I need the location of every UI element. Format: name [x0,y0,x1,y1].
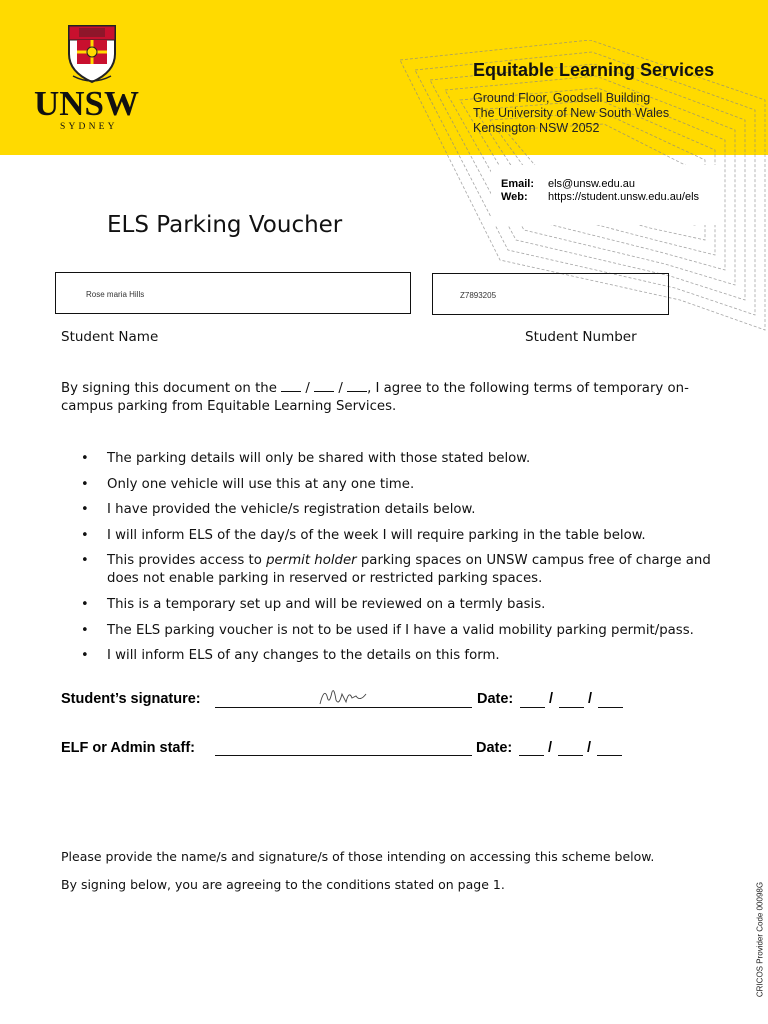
email-link[interactable]: els@unsw.edu.au [548,178,636,190]
unsw-logo [34,20,150,135]
term-item-permit [81,552,721,588]
date-slash: / [549,691,554,707]
term-item: • I will inform ELS of any changes to the details on this form. [81,647,721,665]
date-day-blank[interactable] [281,381,301,392]
footer-agreement: By signing below, you are agreeing to the conditions stated on page 1. [61,877,505,892]
web-label: Web: [501,191,528,203]
document-title: ELS Parking Voucher [107,212,343,238]
elf-date-day[interactable] [519,755,544,756]
intro-text-before: By signing this document on the [61,381,277,396]
signature-scribble-icon [318,686,368,708]
address-line-1: Ground Floor, Goodsell Building [473,91,651,105]
date-slash: / [338,381,343,396]
term-item: • This is a temporary set up and will be reviewed on a termly basis. [81,596,721,614]
term-permit-after: parking spaces on UNSW campus free of charge and does not enable parking in reserved or restricted parking spaces. [107,553,711,587]
student-date-day[interactable] [520,707,545,708]
student-name-field[interactable] [55,272,411,314]
date-month-blank[interactable] [314,381,334,392]
crest-icon [65,20,119,86]
date-slash: / [305,381,310,396]
elf-date-year[interactable] [597,755,622,756]
term-item: • I have provided the vehicle/s registration details below. [81,501,721,519]
term-permit-italic: permit holder [266,553,357,569]
web-link[interactable]: https://student.unsw.edu.au/els [548,191,700,203]
date-slash: / [588,691,593,707]
elf-date-month[interactable] [558,755,583,756]
email-label: Email: [501,178,535,190]
term-item: • I will inform ELS of the day/s of the week I will require parking in the table below. [81,527,721,545]
student-name-value: Rose maria Hills [86,290,145,299]
date-slash: / [587,740,592,756]
elf-signature-line[interactable] [215,755,472,756]
date-slash: / [548,740,553,756]
logo-wordmark: UNSW [34,84,140,123]
logo-subtitle: SYDNEY [60,122,118,132]
term-item: • The ELS parking voucher is not to be used if I have a valid mobility parking permit/pass. [81,622,721,640]
contact-box [491,165,721,225]
student-number-field[interactable] [432,273,669,315]
elf-admin-label: ELF or Admin staff: [61,740,195,756]
elf-date-label: Date: [476,740,513,756]
student-date-label: Date: [477,691,514,707]
term-item: • The parking details will only be shared with those stated below. [81,450,721,468]
footer-instruction: Please provide the name/s and signature/s of those intending on accessing this scheme below. [61,849,655,864]
address-line-3: Kensington NSW 2052 [473,121,600,135]
date-year-blank[interactable] [347,381,367,392]
intro-text-after: , I agree to the following terms of temporary on-campus parking from Equitable Learning Services. [61,381,689,414]
student-date-month[interactable] [559,707,584,708]
intro-paragraph [61,380,721,416]
term-item: • Only one vehicle will use this at any one time. [81,476,721,494]
terms-list [81,450,721,673]
student-name-label: Student Name [61,329,159,345]
org-title: Equitable Learning Services [473,60,715,80]
student-number-label: Student Number [525,329,637,345]
student-date-year[interactable] [598,707,623,708]
term-permit-before: This provides access to [107,553,267,569]
student-signature-label: Student’s signature: [61,691,201,707]
cricos-code: CRICOS Provider Code 00098G [755,881,765,998]
student-number-value: Z7893205 [460,291,497,300]
address-line-2: The University of New South Wales [473,106,670,120]
